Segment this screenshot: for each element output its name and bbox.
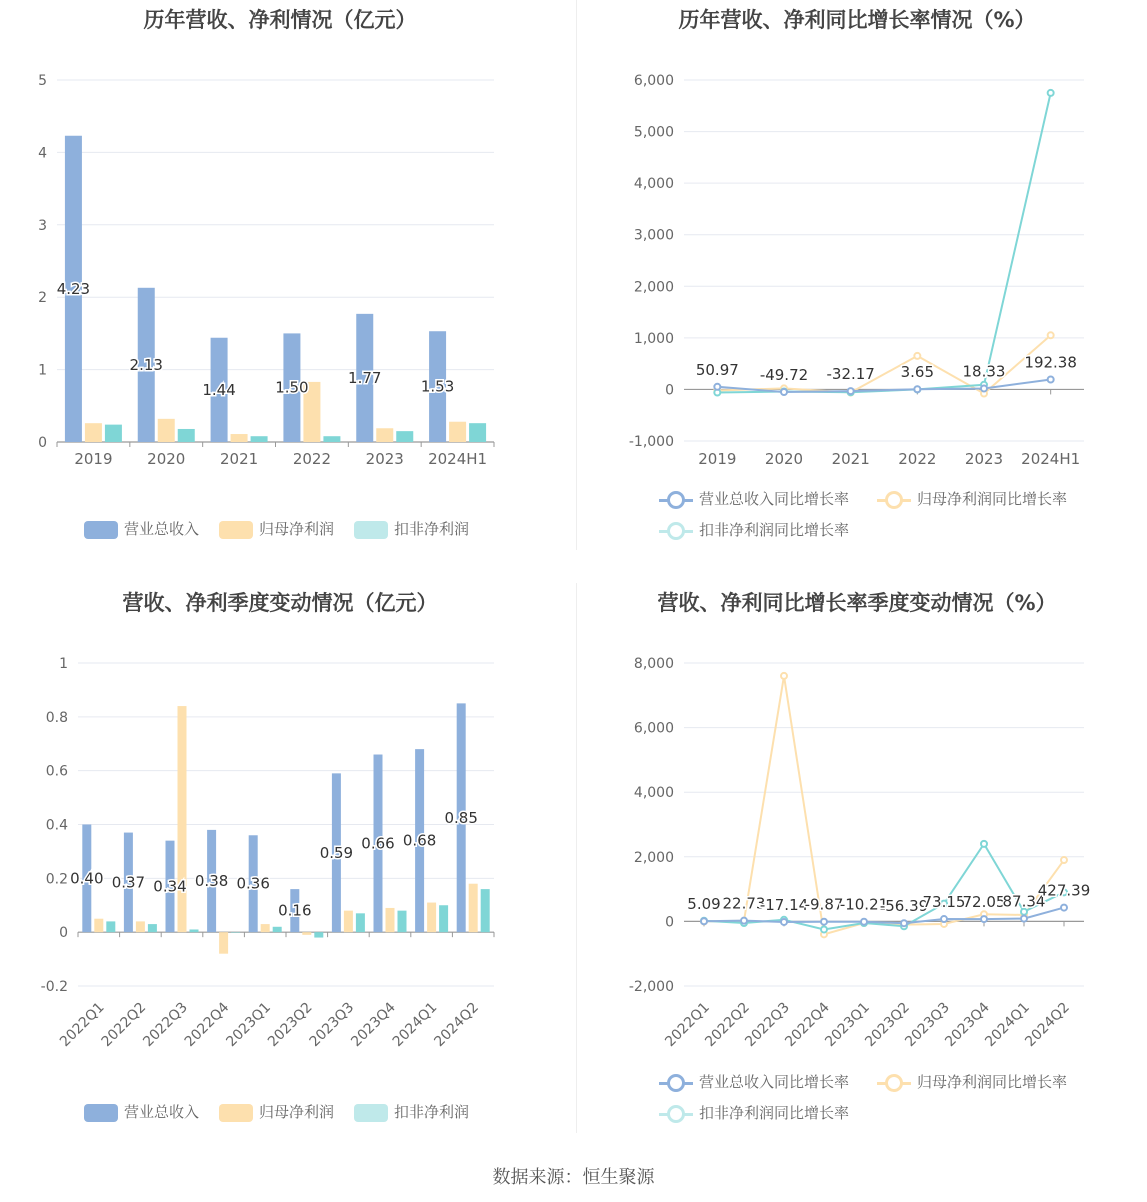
legend-label: 扣非净利润同比增长率 [699,1104,850,1122]
legend-swatch [659,522,693,540]
y-tick-label: 3,000 [633,227,674,244]
x-tick-label: 2021 [831,450,870,468]
chart-title: 营收、净利季度变动情况（亿元） [122,591,438,615]
data-label: -32.17 [826,365,875,384]
y-tick-label: 1 [59,656,68,672]
data-label: 4.23 [56,279,91,298]
legend-swatch [877,491,911,509]
y-tick-label: 3 [38,217,47,234]
data-label: 0.36 [236,874,270,893]
legend-deducted-profit-yoy[interactable] [659,519,849,540]
data-label: 72.05 [962,893,1006,912]
x-tick-label: 2023 [964,450,1004,468]
y-tick-label: 2,000 [633,279,674,296]
y-tick-label: 0.8 [45,709,68,726]
x-tick-label: 2022Q1 [662,999,713,1051]
legend-label: 扣非净利润同比增长率 [699,521,850,539]
annual-growth-panel [577,0,1137,560]
legend-revenue[interactable] [84,518,199,539]
chart-title: 营收、净利同比增长率季度变动情况（%） [657,591,1057,615]
y-tick-label: 6,000 [633,73,674,89]
data-label: -17.14 [759,895,809,914]
data-label: 0.16 [278,901,312,920]
legend-label: 扣非净利润 [394,1103,470,1121]
data-label: 5.09 [687,895,721,914]
legend [577,583,1137,1143]
legend [0,0,560,560]
y-tick-label: 0.4 [45,817,68,834]
data-label: 50.97 [695,360,739,379]
x-tick-label: 2021 [219,450,259,468]
y-tick-label: 8,000 [633,656,674,672]
x-tick-label: 2022Q4 [181,999,233,1051]
data-label: 0.40 [70,869,104,888]
legend-swatch [84,1104,118,1122]
legend-label: 营业总收入 [124,1103,200,1121]
x-tick-label: 2023Q4 [348,999,399,1051]
data-label: 0.34 [153,877,187,896]
x-tick-label: 2023Q3 [306,999,358,1051]
data-label: -10.21 [839,895,889,914]
y-tick-label: -1,000 [628,434,674,450]
legend-swatch [219,521,253,539]
legend-label: 营业总收入同比增长率 [699,490,850,508]
x-tick-label: 2024H1 [428,450,488,468]
data-label: 0.68 [402,831,437,850]
y-tick-label: 4 [38,145,47,162]
legend-swatch [219,1104,253,1122]
x-tick-label: 2024Q2 [1022,999,1073,1051]
quarterly-bar-panel [0,583,560,1143]
y-tick-label: -2,000 [628,979,674,995]
legend-swatch [659,1074,693,1092]
chart-title: 历年营收、净利同比增长率情况（%） [678,8,1036,32]
y-tick-label: 2 [38,290,47,307]
chart-title: 历年营收、净利情况（亿元） [143,8,417,32]
data-label: 3.65 [900,363,935,382]
x-tick-label: 2022Q2 [98,999,150,1051]
x-tick-label: 2022Q3 [140,999,191,1051]
legend-label: 归母净利润同比增长率 [917,1073,1068,1091]
y-tick-label: 0 [38,435,47,451]
quarterly-growth-panel [577,583,1137,1143]
data-label: 0.37 [111,873,146,892]
y-tick-label: 0 [665,914,674,931]
data-label: 427.39 [1037,881,1091,900]
legend-swatch [354,1104,388,1122]
legend-swatch [659,1105,693,1123]
legend-net-profit[interactable] [219,518,334,539]
y-tick-label: 4,000 [633,176,674,193]
x-tick-label: 2023Q1 [822,999,873,1051]
data-label: 192.38 [1024,353,1077,372]
x-tick-label: 2020 [764,450,804,468]
data-label: 0.59 [319,843,354,862]
data-label: 2.13 [129,355,163,374]
legend-label: 归母净利润 [259,520,335,538]
x-tick-label: 2022 [898,450,937,468]
legend-swatch [659,491,693,509]
y-tick-label: 0.2 [45,871,68,888]
data-label: 1.50 [275,378,309,397]
legend-revenue[interactable] [84,1101,199,1122]
data-label: 87.34 [1002,892,1046,911]
x-tick-label: 2023Q4 [942,999,993,1051]
data-label: 1.53 [420,377,455,396]
data-label: -56.39 [879,897,929,916]
legend-swatch [354,521,388,539]
x-tick-label: 2019 [698,450,737,468]
y-tick-label: 1,000 [633,330,674,347]
legend-label: 归母净利润同比增长率 [917,490,1068,508]
legend-net-profit[interactable] [219,1101,334,1122]
legend-swatch [84,521,118,539]
legend-label: 扣非净利润 [394,520,470,538]
legend-revenue-yoy[interactable] [659,1071,849,1092]
y-tick-label: 6,000 [633,720,674,737]
data-label: 73.15 [922,893,966,912]
x-tick-label: 2022Q1 [57,999,108,1051]
legend-label: 归母净利润 [259,1103,335,1121]
legend-net-profit-yoy[interactable] [877,488,1067,509]
x-tick-label: 2023Q2 [862,999,913,1051]
x-tick-label: 2020 [147,450,186,468]
legend-net-profit-yoy[interactable] [877,1071,1067,1092]
legend-label: 营业总收入同比增长率 [699,1073,850,1091]
legend-revenue-yoy[interactable] [659,488,849,509]
x-tick-label: 2023Q2 [265,999,316,1051]
y-tick-label: 1 [38,362,47,379]
y-tick-label: 0 [665,382,674,399]
data-label: 0.38 [194,872,229,891]
x-tick-label: 2022 [292,450,332,468]
data-label: -9.87 [804,895,844,914]
x-tick-label: 2022Q3 [742,999,793,1051]
x-tick-label: 2023Q1 [223,999,275,1051]
x-tick-label: 2022Q2 [702,999,753,1051]
data-source-footer: 数据来源：恒生聚源 [492,1167,655,1188]
data-label: -49.72 [759,365,809,384]
y-tick-label: 0 [59,925,68,942]
y-tick-label: -0.2 [40,979,68,995]
x-tick-label: 2022Q4 [782,999,833,1051]
x-tick-label: 2024Q1 [982,999,1033,1051]
legend [577,0,1137,560]
x-tick-label: 2023 [365,450,404,468]
y-tick-label: 0.6 [45,763,68,780]
x-tick-label: 2023Q3 [902,999,953,1051]
x-tick-label: 2019 [74,450,113,468]
legend [0,583,560,1143]
y-tick-label: 5,000 [633,124,674,141]
x-tick-label: 2024Q1 [389,999,441,1051]
legend-deducted-profit-yoy[interactable] [659,1102,849,1123]
data-label: 1.77 [348,368,382,387]
data-label: 22.73 [722,894,766,913]
legend-swatch [877,1074,911,1092]
x-tick-label: 2024Q2 [431,999,483,1051]
y-tick-label: 2,000 [633,849,674,866]
y-tick-label: 4,000 [633,785,674,802]
annual-bar-panel [0,0,560,560]
legend-deducted-profit[interactable] [354,518,469,539]
data-label: 18.33 [962,362,1006,381]
data-label: 1.44 [202,380,236,399]
legend-label: 营业总收入 [124,520,200,538]
data-label: 0.66 [361,834,395,853]
x-tick-label: 2024H1 [1021,450,1081,468]
y-tick-label: 5 [38,73,47,89]
data-label: 0.85 [444,808,478,827]
legend-deducted-profit[interactable] [354,1101,469,1122]
